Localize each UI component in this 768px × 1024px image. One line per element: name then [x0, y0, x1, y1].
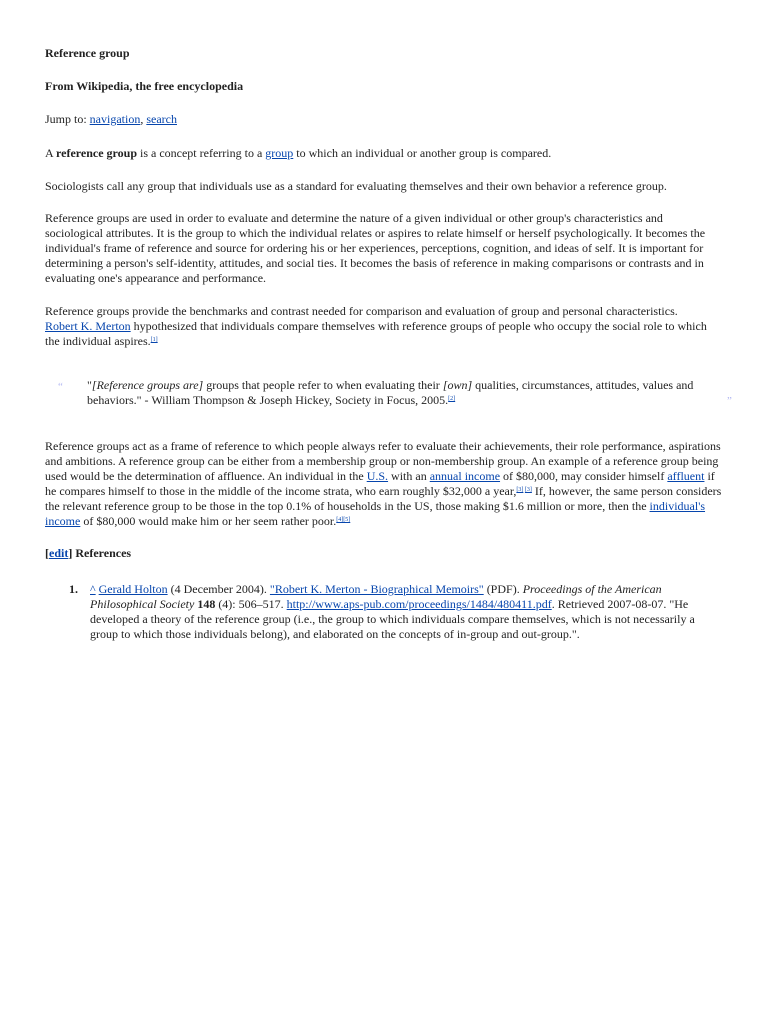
close-quote-icon: ”: [727, 395, 732, 407]
citation-3b-link[interactable]: [3]: [524, 487, 532, 493]
jump-navigation-link[interactable]: navigation: [89, 112, 141, 126]
citation-2-link[interactable]: [2]: [448, 396, 456, 402]
edit-section-link[interactable]: edit: [49, 546, 69, 560]
jump-to-label: Jump to:: [45, 112, 87, 126]
journal-name: Proceedings of the American Philosophical Society: [90, 582, 662, 611]
us-link[interactable]: U.S.: [366, 469, 389, 483]
robert-merton-link[interactable]: Robert K. Merton: [45, 319, 131, 333]
pdf-url-link[interactable]: http://www.aps-pub.com/proceedings/1484/480411.pdf: [286, 597, 552, 611]
site-subtitle: From Wikipedia, the free encyclopedia: [45, 79, 244, 93]
citation-4-5-link[interactable]: [4][5]: [336, 517, 351, 523]
references-heading: [edit] References: [45, 546, 132, 560]
citation-3a-link[interactable]: [3]: [516, 487, 524, 493]
paragraph-benchmarks: Reference groups provide the benchmarks and contrast needed for comparison and evaluation of group and personal characteristics. Robert K. Merton hypothesized that individuals compare themselves with reference groups of people who occupy the social role to which the individual aspires.[1]: [45, 304, 707, 348]
term-bold: reference group: [56, 146, 137, 160]
citation-1-link[interactable]: [1]: [150, 337, 158, 343]
back-caret-link[interactable]: ^: [90, 582, 96, 596]
paragraph-evaluate: Reference groups are used in order to evaluate and determine the nature of a given individual or other group's characteristics and sociological attributes. It is the group to which the individual relates or aspires to relate himself or herself psychologically. It becomes the individual's frame of reference and source for ordering his or her experiences, perceptions, cognition, and ideas of self. It is important for determining a person's self-identity, attitudes, and social ties. It becomes the basis of reference in making comparisons or contrasts and in evaluating one's appearance and performance.: [45, 211, 706, 285]
reference-item: ^ Gerald Holton (4 December 2004). "Robert K. Merton - Biographical Memoirs" (PDF). Proceedings of the American Philosophical Society 148 (4): 506–517. http://www.aps-pub.com/proceedings/1484/480411.pdf. Retrieved 2007-08-07. "He developed a theory of the reference group (i.e., the group to which individuals compare themselves, which is not necessarily a group to which those individuals belong), and elaborated on the concepts of in-group and out-group.".: [90, 582, 695, 641]
individuals-income-link[interactable]: individual's income: [45, 499, 706, 528]
affluent-link[interactable]: affluent: [667, 469, 705, 483]
page-title: Reference group: [45, 46, 130, 60]
reference-number: 1.: [69, 582, 78, 596]
author-link[interactable]: Gerald Holton: [98, 582, 168, 596]
volume-number: 148: [197, 597, 216, 611]
paragraph-affluence: Reference groups act as a frame of reference to which people always refer to evaluate their achievements, their role performance, aspirations and ambitions. A reference group can be either from a membership group or non-membership group. An example of a reference group being used would be the determination of affluence. An individual in the U.S. with an annual income of $80,000, may consider himself affluent if he compares himself to those in the middle of the income strata, who earn roughly $32,000 a year,[3] [3] If, however, the same person considers the relevant reference group to be those in the top 0.1% of households in the US, those making $1.6 million or more, then the individual's income of $80,000 would make him or her seem rather poor.[4][5]: [45, 439, 722, 528]
group-link[interactable]: group: [265, 146, 294, 160]
memoir-title-link[interactable]: "Robert K. Merton - Biographical Memoirs": [269, 582, 484, 596]
jump-search-link[interactable]: search: [146, 112, 177, 126]
intro-paragraph: A reference group is a concept referring to a group to which an individual or another group is compared.: [45, 146, 552, 160]
paragraph-sociologists: Sociologists call any group that individuals use as a standard for evaluating themselves and their own behavior a reference group.: [45, 179, 667, 193]
blockquote: [45, 378, 745, 418]
jump-to-line: Jump to: navigation, search: [45, 112, 177, 126]
quote-text: "[Reference groups are] groups that people refer to when evaluating their [own] qualities, circumstances, attitudes, values and behaviors." - William Thompson & Joseph Hickey, Society in Focus, 2005.[2]: [87, 378, 694, 407]
annual-income-link[interactable]: annual income: [429, 469, 501, 483]
open-quote-icon: “: [58, 381, 63, 393]
